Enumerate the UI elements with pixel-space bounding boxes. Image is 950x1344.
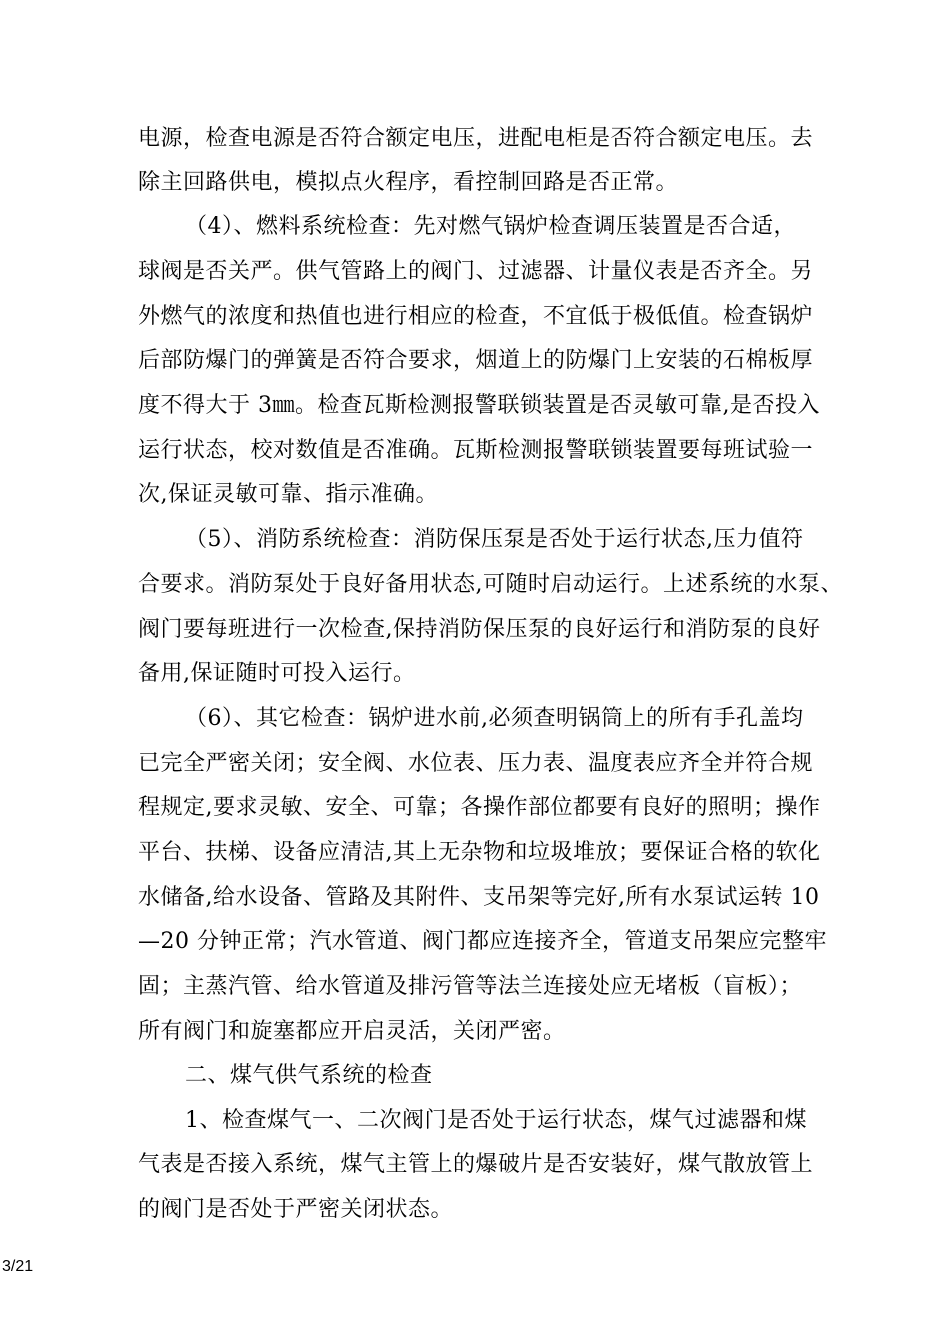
text-line: 的阀门是否处于严密关闭状态。	[138, 1197, 454, 1222]
text-line: （4）、燃料系统检查：先对燃气锅炉检查调压装置是否合适，	[185, 214, 796, 239]
text-line: 固；主蒸汽管、给水管道及排污管等法兰连接处应无堵板（盲板）；	[138, 974, 803, 999]
page-number: 3/21	[2, 1258, 34, 1275]
text-line: 球阀是否关严。供气管路上的阀门、过滤器、计量仪表是否齐全。另	[138, 259, 814, 284]
text-line: 所有阀门和旋塞都应开启灵活，关闭严密。	[138, 1019, 566, 1044]
text-line: 次,保证灵敏可靠、指示准确。	[138, 482, 438, 507]
text-line: 水储备,给水设备、管路及其附件、支吊架等完好,所有水泵试运转 10	[138, 885, 820, 910]
text-line: 度不得大于 3㎜。检查瓦斯检测报警联锁装置是否灵敏可靠,是否投入	[138, 393, 820, 418]
text-line: 备用,保证随时可投入运行。	[138, 661, 416, 686]
text-line: 外燃气的浓度和热值也进行相应的检查，不宜低于极低值。检查锅炉	[138, 304, 814, 329]
text-line: 已完全严密关闭；安全阀、水位表、压力表、温度表应齐全并符合规	[138, 751, 814, 776]
text-line: 平台、扶梯、设备应清洁,其上无杂物和垃圾堆放；要保证合格的软化	[138, 840, 821, 865]
text-line: （5）、消防系统检查：消防保压泵是否处于运行状态,压力值符	[185, 527, 804, 552]
text-line: 阀门要每班进行一次检查,保持消防保压泵的良好运行和消防泵的良好	[138, 617, 821, 642]
text-line: 电源，检查电源是否符合额定电压，进配电柜是否符合额定电压。去	[138, 126, 814, 151]
text-line: —20 分钟正常；汽水管道、阀门都应连接齐全，管道支吊架应完整牢	[138, 929, 827, 954]
text-line: 合要求。消防泵处于良好备用状态,可随时启动运行。上述系统的水泵、	[138, 572, 843, 597]
text-line: 运行状态，校对数值是否准确。瓦斯检测报警联锁装置要每班试验一	[138, 438, 814, 463]
text-line: 后部防爆门的弹簧是否符合要求，烟道上的防爆门上安装的石棉板厚	[138, 348, 814, 373]
section-heading: 二、煤气供气系统的检查	[185, 1063, 433, 1088]
text-line: （6）、其它检查：锅炉进水前,必须查明锅筒上的所有手孔盖均	[185, 706, 804, 731]
text-line: 除主回路供电，模拟点火程序，看控制回路是否正常。	[138, 170, 679, 195]
text-line: 气表是否接入系统，煤气主管上的爆破片是否安装好，煤气散放管上	[138, 1152, 814, 1177]
text-line: 程规定,要求灵敏、安全、可靠；各操作部位都要有良好的照明；操作	[138, 795, 821, 820]
text-line: 1、检查煤气一、二次阀门是否处于运行状态，煤气过滤器和煤	[185, 1108, 807, 1133]
